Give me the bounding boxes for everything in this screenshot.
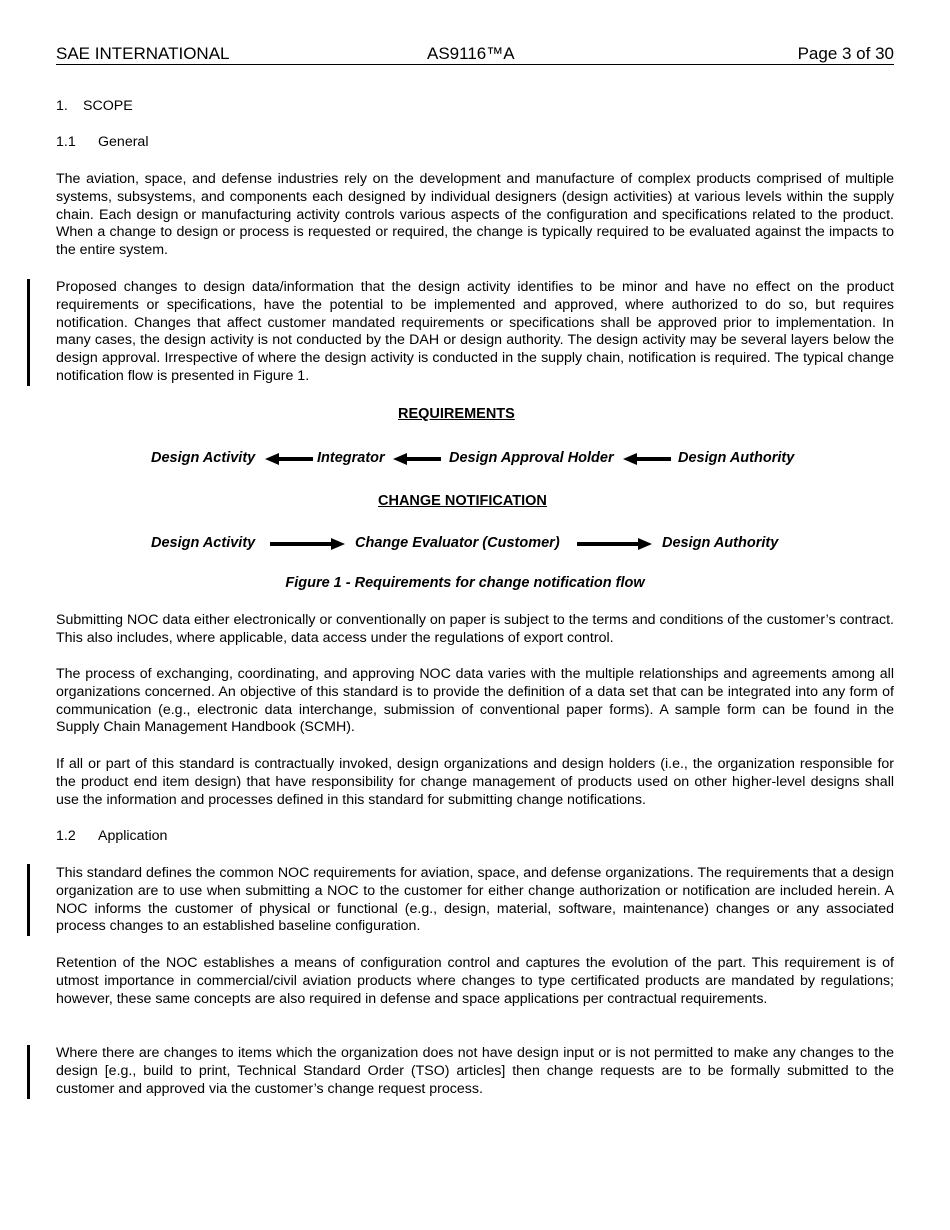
header-org: SAE INTERNATIONAL xyxy=(56,44,230,63)
paragraph: The process of exchanging, coordinating, and approving NOC data varies with the multiple relationships and agreements among all organizations concerned. An objective of this standard is to provide the definition of a data set that can be integrated into any form of communication (e.g., electronic data interchange, submission of conventional paper forms). A sample form can be found in the Supply Chain Management Handbook (SCMH). xyxy=(56,666,894,736)
arrow-left-icon xyxy=(265,452,313,466)
flow-label-design-activity: Design Activity xyxy=(151,535,256,551)
section-heading-scope xyxy=(56,98,894,116)
paragraph: Where there are changes to items which the organization does not have design input or is not permitted to make any changes to the design [e.g., build to print, Technical Standard Order (TSO) articles] then change requests are to be formally submitted to the customer and approved via the customer’s change request process. xyxy=(56,1045,894,1097)
flow-label-design-approval-holder: Design Approval Holder xyxy=(449,450,614,466)
flow-label-change-evaluator: Change Evaluator (Customer) xyxy=(355,535,560,551)
change-bar xyxy=(27,279,30,386)
flow-label-design-authority: Design Authority xyxy=(662,535,779,551)
section-number: 1.2 xyxy=(56,828,76,844)
section-title: SCOPE xyxy=(83,98,133,114)
paragraph: This standard defines the common NOC requirements for aviation, space, and defense organizations. The requirements that a design organization are to use when submitting a NOC to the customer for either change authorization or notification are included herein. A NOC informs the customer of physical or functional (e.g., design, material, software, maintenance) changes or any associated process changes to an established baseline configuration. xyxy=(56,865,894,935)
section-number: 1. xyxy=(56,98,68,114)
figure-requirements-title: REQUIREMENTS xyxy=(398,406,515,422)
change-bar xyxy=(27,864,30,936)
paragraph: If all or part of this standard is contractually invoked, design organizations and design holders (i.e., the organization responsible for the product end item design) that have responsibility for change management of products used on other higher-level designs shall use the information and processes defined in this standard for submitting change notifications. xyxy=(56,756,894,808)
flow-label-integrator: Integrator xyxy=(317,450,385,466)
header-doc-id: AS9116™A xyxy=(427,44,515,63)
change-bar xyxy=(27,1045,30,1099)
arrow-right-icon xyxy=(270,537,345,551)
section-title: General xyxy=(98,134,149,150)
paragraph: Proposed changes to design data/information that the design activity identifies to be minor and have no effect on the product requirements or specifications, have the potential to be implemented and approved, where authorized to do so, but requires notification. Changes that affect customer mandated requirements or specifications shall be approved prior to implementation. In many cases, the design activity is not conducted by the DAH or design authority. The design activity may be several layers below the design approval. Irrespective of where the design activity is conducted in the supply chain, notification is required. The typical change notification flow is presented in Figure 1. xyxy=(56,279,894,384)
figure-caption: Figure 1 - Requirements for change notification flow xyxy=(285,575,645,591)
flow-label-design-activity: Design Activity xyxy=(151,450,256,466)
arrow-left-icon xyxy=(623,452,671,466)
figure-notification-title: CHANGE NOTIFICATION xyxy=(378,493,547,509)
flow-label-design-authority: Design Authority xyxy=(678,450,795,466)
paragraph: Submitting NOC data either electronically or conventionally on paper is subject to the terms and conditions of the customer’s contract. This also includes, where applicable, data access under the regulations of export control. xyxy=(56,612,894,646)
paragraph: Retention of the NOC establishes a means of configuration control and captures the evolution of the part. This requirement is of utmost importance in commercial/civil aviation products where changes to type certificated products are mandated by regulations; however, these same concepts are also required in defense and space applications per contractual requirements. xyxy=(56,955,894,1007)
section-heading-application xyxy=(56,828,894,846)
section-number: 1.1 xyxy=(56,134,76,150)
section-heading-general xyxy=(56,134,894,152)
arrow-right-icon xyxy=(577,537,652,551)
arrow-left-icon xyxy=(393,452,441,466)
page-header xyxy=(56,44,894,65)
paragraph: The aviation, space, and defense industries rely on the development and manufacture of complex products comprised of multiple systems, subsystems, and components each designed by individual designers (design activities) at various levels within the supply chain. Each design or manufacturing activity controls various aspects of the configuration and specifications related to the product. When a change to design or process is requested or required, the change is typically required to be evaluated against the impacts to the entire system. xyxy=(56,171,894,259)
section-title: Application xyxy=(98,828,168,844)
header-page-number: Page 3 of 30 xyxy=(797,44,894,63)
